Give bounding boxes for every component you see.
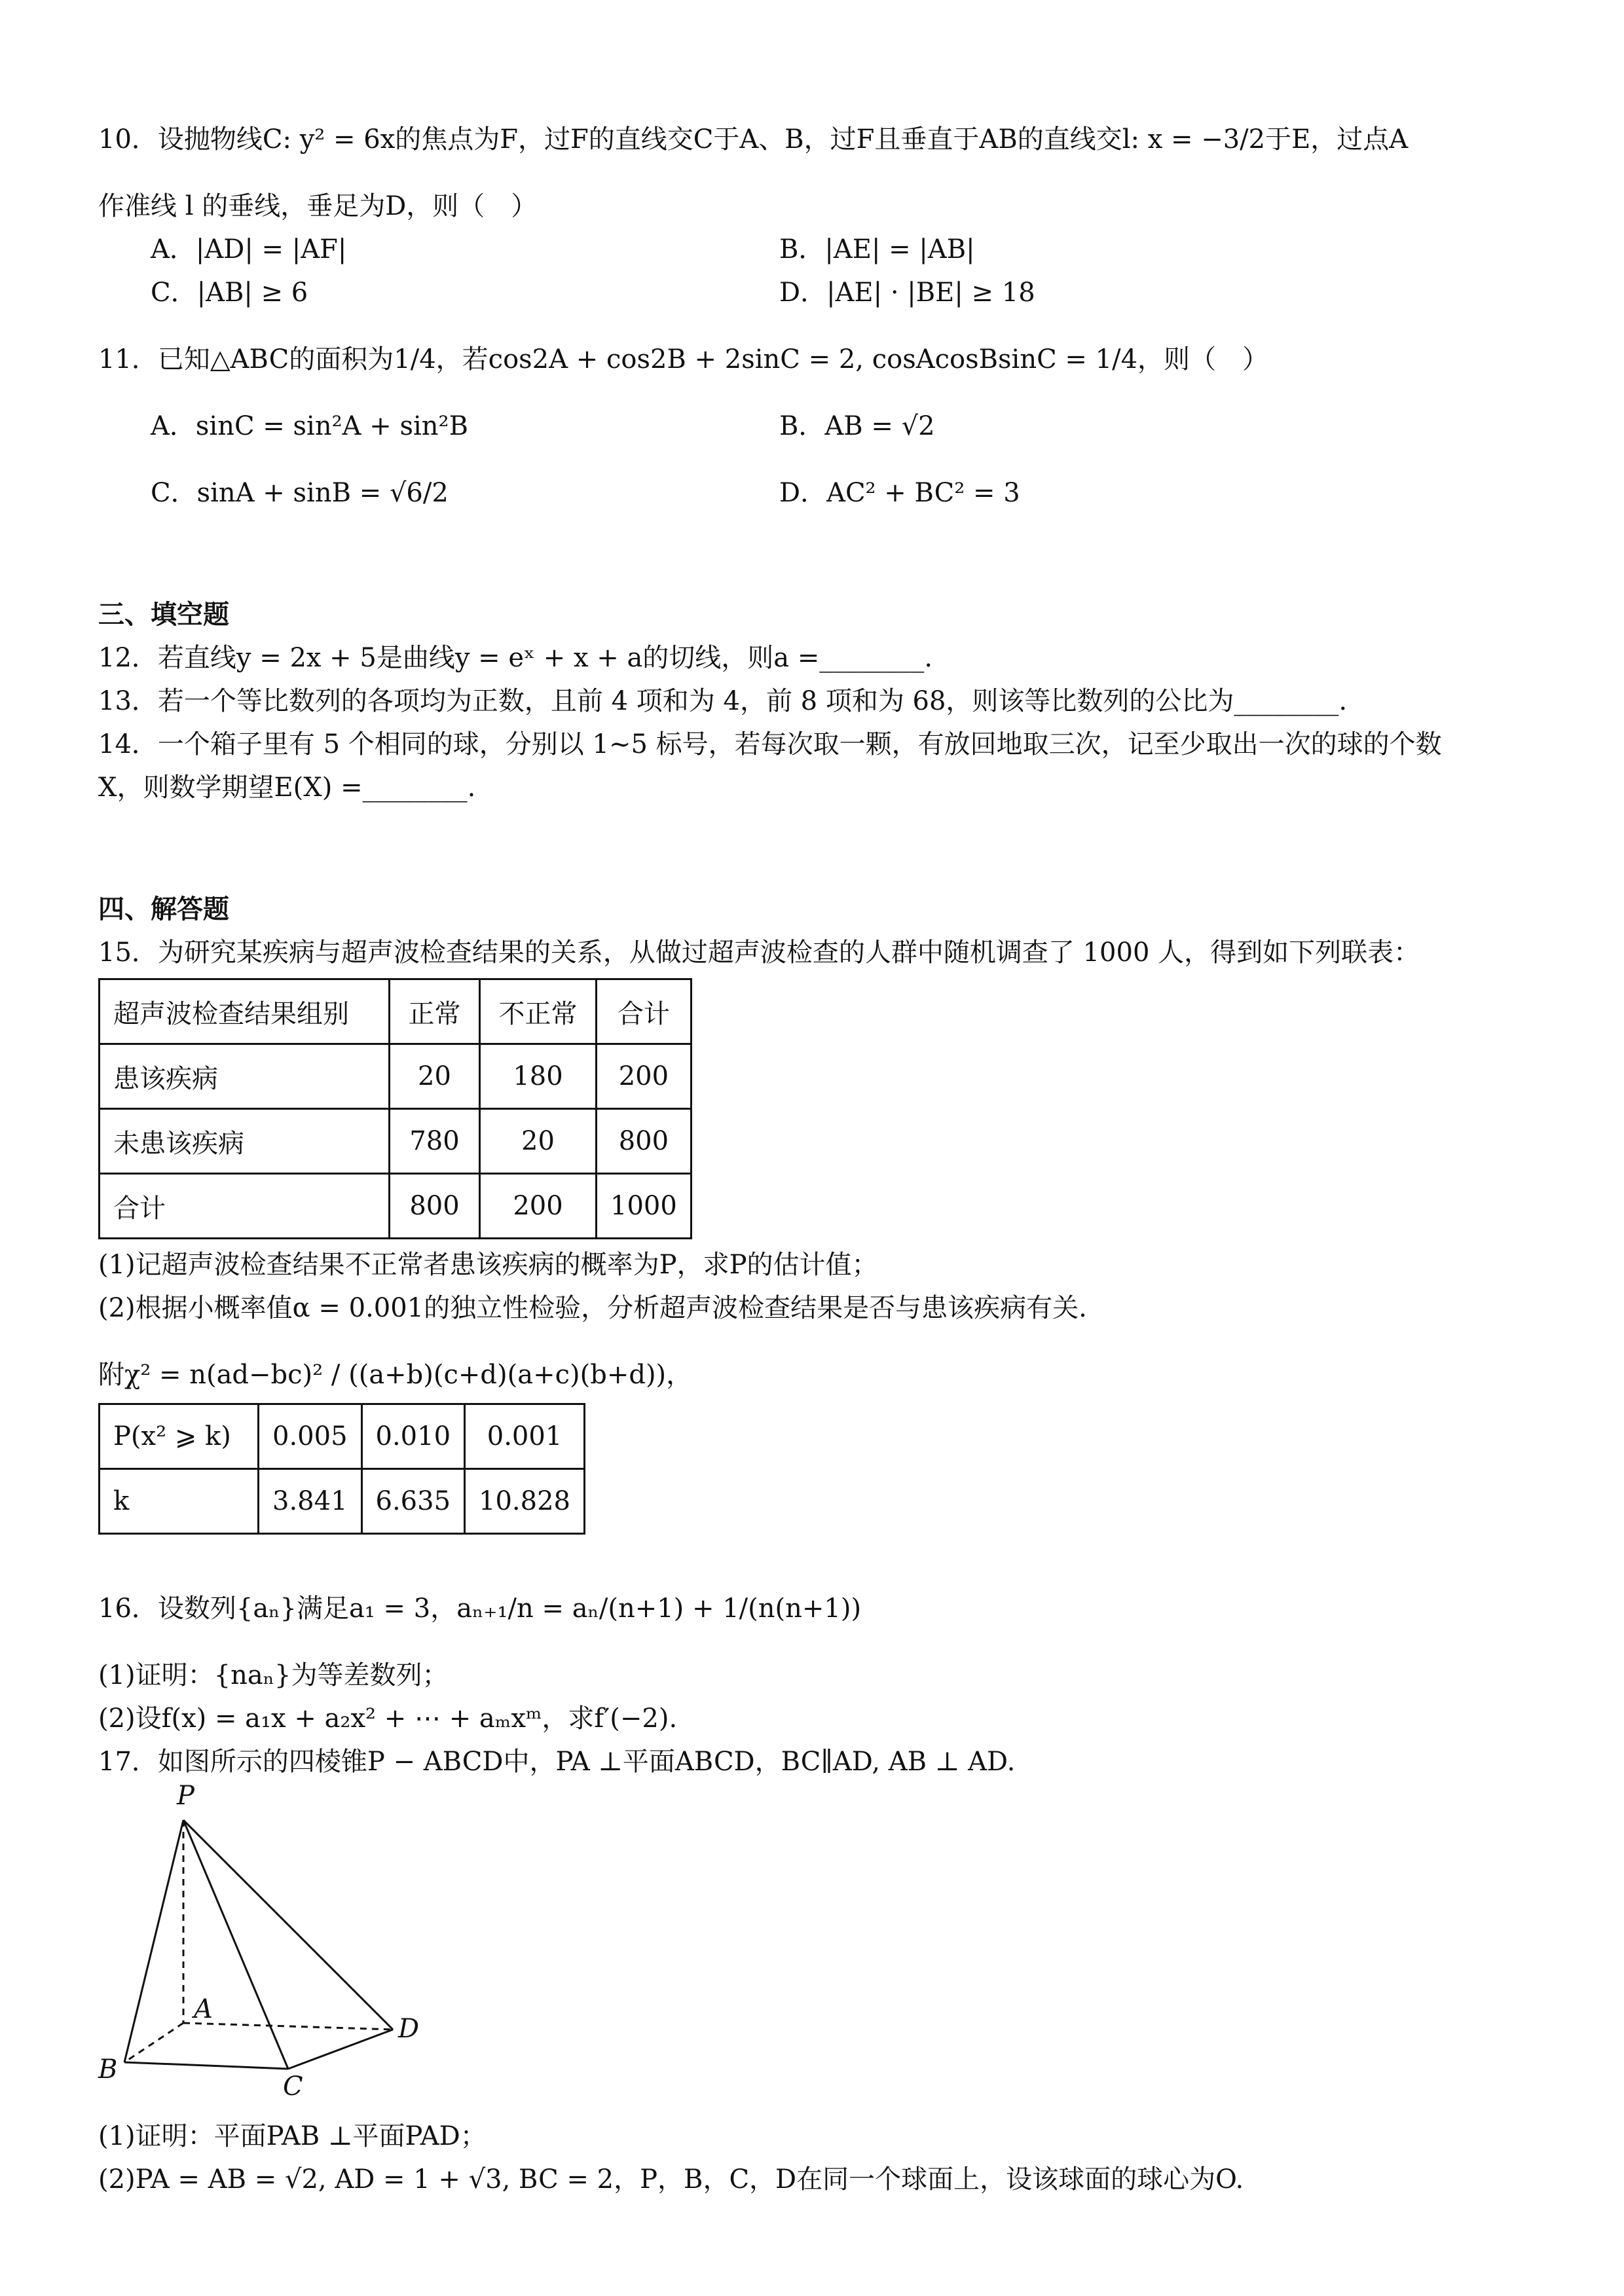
vertex-label-c: C	[283, 2071, 303, 2102]
q16-part1: (1)证明：{naₙ}为等差数列；	[98, 1660, 449, 1690]
table-header-row	[100, 979, 692, 1044]
edge-bc	[124, 2062, 288, 2069]
table-cell: 0.010	[361, 1404, 465, 1469]
q16-line1: 16．设数列{aₙ}满足a₁ = 3，aₙ₊₁/n = aₙ/(n+1) + 1/(n(n+1))	[98, 1594, 862, 1624]
contingency-table	[98, 978, 692, 1239]
q15-part1: (1)记超声波检查结果不正常者患该疾病的概率为P，求P的估计值；	[98, 1250, 878, 1280]
q15-intro: 15．为研究某疾病与超声波检查结果的关系，从做过超声波检查的人群中随机调查了 1000 人，得到如下列联表：	[98, 938, 1420, 968]
table-header-cell: 不正常	[480, 979, 597, 1044]
table-cell: k	[100, 1469, 259, 1534]
table-cell: 0.001	[465, 1404, 585, 1469]
edge-pc	[183, 1820, 288, 2069]
exam-page	[98, 118, 1526, 2201]
q17-part2: (2)PA = AB = √2, AD = 1 + √3, BC = 2，P，B，C，D在同一个球面上，设该球面的球心为O.	[98, 2164, 1244, 2195]
q11-option-c: C．sinA + sinB = √6/2	[151, 478, 449, 508]
pyramid-figure	[98, 1781, 465, 2115]
edge-pb	[124, 1820, 183, 2062]
q11-option-d: D．AC² + BC² = 3	[779, 478, 1020, 508]
q10-option-d: D．|AE| · |BE| ≥ 18	[779, 278, 1035, 308]
table-cell: 1000	[597, 1174, 692, 1239]
table-cell: P(x² ⩾ k)	[100, 1404, 259, 1469]
table-cell: 6.635	[361, 1469, 465, 1534]
section-3-title: 三、填空题	[98, 599, 229, 630]
q14-line2: X，则数学期望E(X) =________.	[98, 773, 476, 803]
q10-options-cd	[98, 271, 1526, 314]
table-row	[100, 1404, 585, 1469]
q10-options-ab	[98, 228, 1526, 271]
table-cell: 200	[597, 1044, 692, 1109]
table-cell: 10.828	[465, 1469, 585, 1534]
table-cell: 20	[480, 1109, 597, 1174]
table-cell: 20	[390, 1044, 480, 1109]
q17-line1: 17．如图所示的四棱锥P − ABCD中，PA ⊥平面ABCD，BC∥AD, AB ⊥ AD.	[98, 1747, 1016, 1777]
q16-part2: (2)设f(x) = a₁x + a₂x² + ⋯ + aₘxᵐ，求f′(−2).	[98, 1704, 678, 1734]
q10-option-a: A．|AD| = |AF|	[151, 234, 347, 264]
table-cell: 180	[480, 1044, 597, 1109]
table-cell: 0.005	[259, 1404, 362, 1469]
table-header-cell: 正常	[390, 979, 480, 1044]
table-cell: 780	[390, 1109, 480, 1174]
q15-formula: 附χ² = n(ad−bc)² / ((a+b)(c+d)(a+c)(b+d))，	[98, 1360, 693, 1390]
critical-value-table	[98, 1403, 585, 1535]
q10-line2: 作准线 l 的垂线，垂足为D，则（ ）	[98, 191, 538, 221]
edge-ad	[183, 2023, 393, 2030]
section-4-title: 四、解答题	[98, 894, 229, 924]
q14-line1: 14．一个箱子里有 5 个相同的球，分别以 1~5 标号，若每次取一颗，有放回地取三次，记至少取出一次的球的个数	[98, 729, 1442, 759]
q10-option-b: B．|AE| = |AB|	[779, 234, 975, 264]
q11-options-cd	[98, 471, 1526, 515]
table-cell: 3.841	[259, 1469, 362, 1534]
table-cell: 800	[390, 1174, 480, 1239]
table-row	[100, 1174, 692, 1239]
table-cell: 合计	[100, 1174, 390, 1239]
table-row	[100, 1469, 585, 1534]
pyramid-diagram	[98, 1787, 465, 2115]
table-cell: 200	[480, 1174, 597, 1239]
vertex-label-a: A	[194, 1994, 213, 2024]
q11-line1: 11．已知△ABC的面积为1/4，若cos2A + cos2B + 2sinC = 2, cosAcosBsinC = 1/4，则（ ）	[98, 344, 1269, 374]
table-cell: 800	[597, 1109, 692, 1174]
table-header-cell: 合计	[597, 979, 692, 1044]
table-row	[100, 1044, 692, 1109]
vertex-label-b: B	[98, 2054, 118, 2085]
q15-part2: (2)根据小概率值α = 0.001的独立性检验，分析超声波检查结果是否与患该疾病有关.	[98, 1293, 1087, 1323]
q10-line1: 10．设抛物线C: y² = 6x的焦点为F，过F的直线交C于A、B，过F且垂直于AB的直线交l: x = −3/2于E，过点A	[98, 124, 1409, 155]
q11-option-b: B．AB = √2	[779, 411, 935, 441]
edge-pd	[183, 1820, 393, 2030]
q12-text: 12．若直线y = 2x + 5是曲线y = eˣ + x + a的切线，则a =________.	[98, 643, 933, 673]
q17-part1: (1)证明：平面PAB ⊥平面PAD；	[98, 2121, 487, 2151]
edge-cd	[288, 2030, 393, 2069]
table-cell: 患该疾病	[100, 1044, 390, 1109]
vertex-label-p: P	[177, 1781, 194, 1811]
q13-text: 13．若一个等比数列的各项均为正数，且前 4 项和为 4，前 8 项和为 68，则该等比数列的公比为________.	[98, 686, 1348, 716]
table-header-cell: 超声波检查结果组别	[100, 979, 390, 1044]
table-row	[100, 1109, 692, 1174]
vertex-label-d: D	[398, 2014, 420, 2044]
q10-option-c: C．|AB| ≥ 6	[151, 278, 308, 308]
q11-option-a: A．sinC = sin²A + sin²B	[151, 411, 468, 441]
table-cell: 未患该疾病	[100, 1109, 390, 1174]
q11-options-ab	[98, 405, 1526, 448]
